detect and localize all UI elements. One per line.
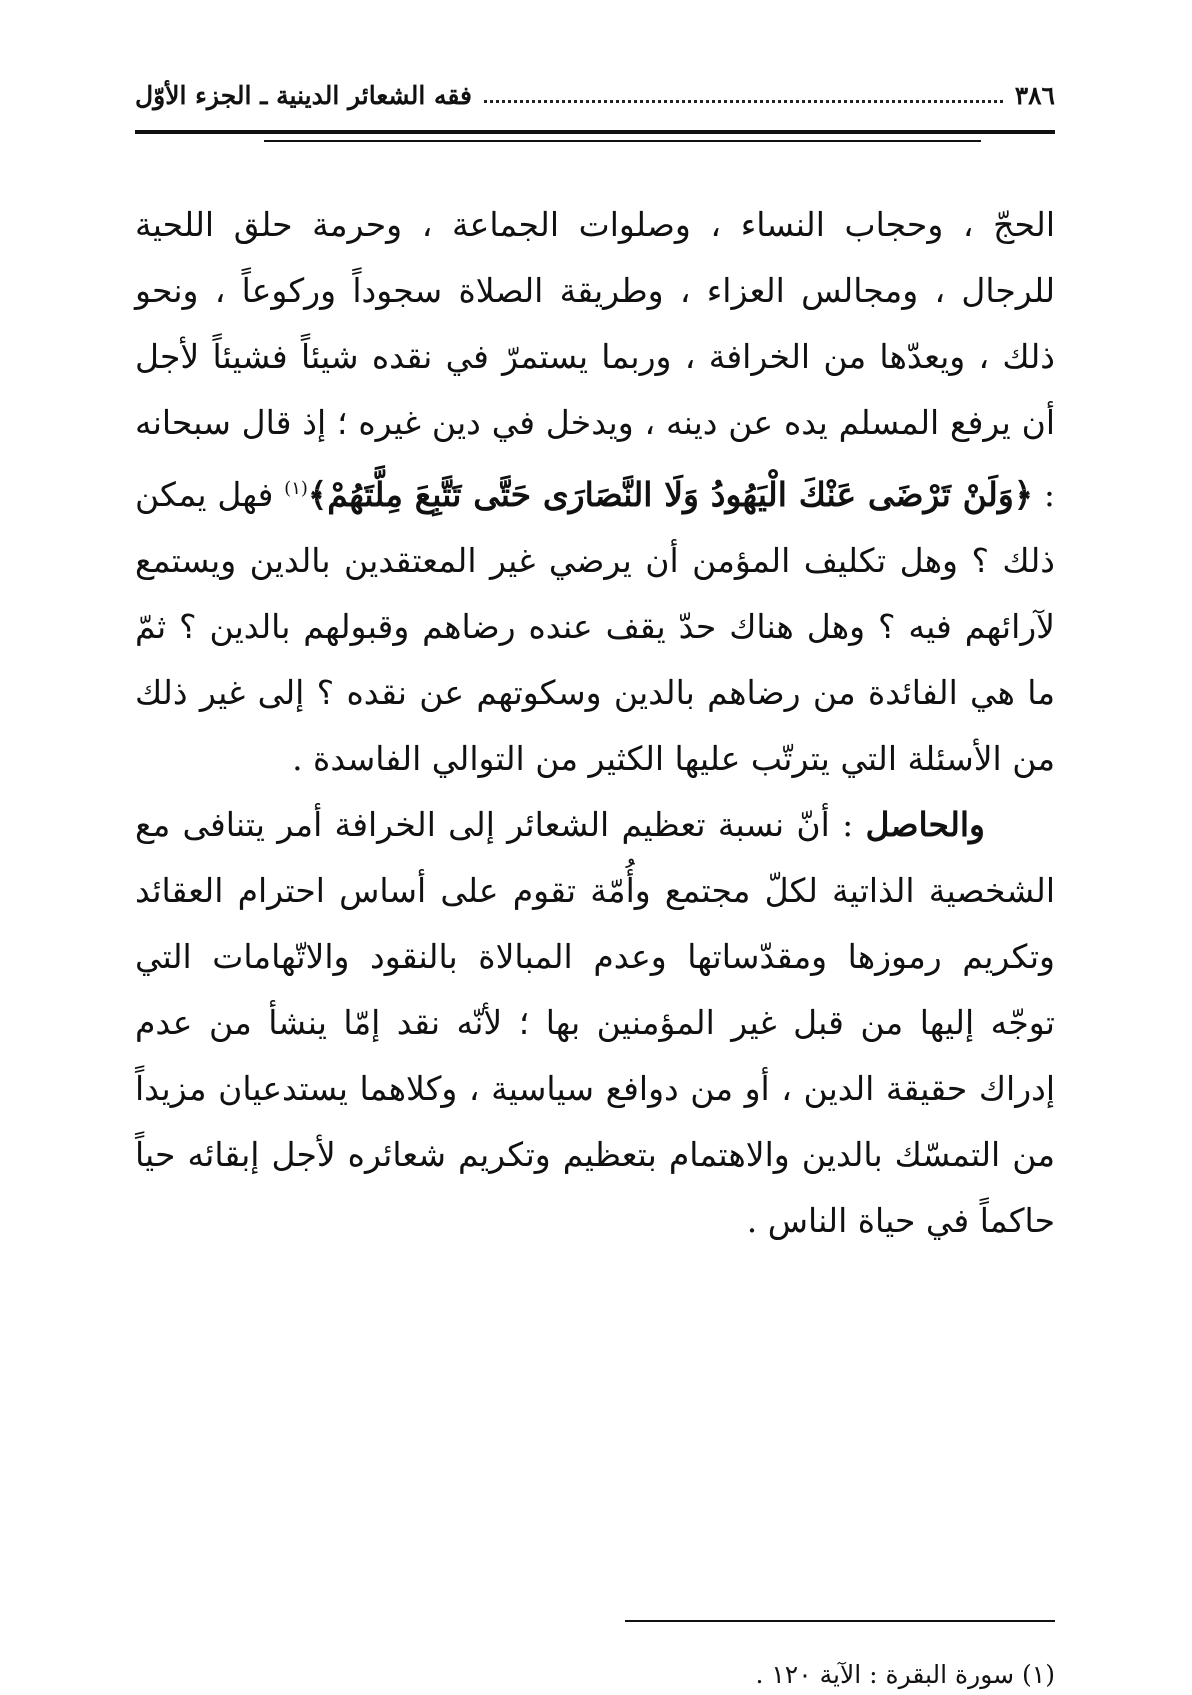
paragraph-2-text: : أنّ نسبة تعظيم الشعائر إلى الخرافة أمر يتنافى مع الشخصية الذاتية لكلّ مجتمع وأُمّة تقوم على أساس احترام العقائد وتكريم رموزها ومقدّساتها وعدم المبالاة بالنقود والاتّهامات التي توجّه إليها من قبل غير المؤمنين بها ؛ لأنّه نقد إمّا ينشأ من عدم إدراك حقيقة الدين ، أو من دوافع سياسية ، وكلاهما يستدعيان مزيداً من التمسّك بالدين والاهتمام بتعظيم وتكريم شعائره لأجل إبقائه حياً حاكماً في حياة الناس . [135, 805, 1055, 1240]
header-rule-thick [135, 130, 1055, 134]
paragraph-1-part-1: الحجّ ، وحجاب النساء ، وصلوات الجماعة ، وحرمة حلق اللحية للرجال ، ومجالس العزاء ، وطريقة الصلاة سجوداً وركوعاً ، ونحو ذلك ، ويعدّها من الخرافة ، وربما يستمرّ في نقده شيئاً فشيئاً لأجل أن يرفع المسلم يده عن دينه ، ويدخل في دين غيره ؛ إذ قال سبحانه : [135, 205, 1055, 514]
footnote-rule [625, 1620, 1055, 1622]
page-number: ٣٨٦ [1014, 80, 1055, 110]
footnote-marker: (١) [284, 478, 308, 499]
paragraph-1-part-2: فهل يمكن ذلك ؟ وهل تكليف المؤمن أن يرضي غير المعتقدين بالدين ويستمع لآرائهم فيه ؟ وهل هناك حدّ يقف عنده رضاهم وقبولهم بالدين ؟ ثمّ ما هي الفائدة من رضاهم بالدين وسكوتهم عن نقده ؟ إلى غير ذلك من الأسئلة التي يترتّب عليها الكثير من التوالي الفاسدة . [135, 475, 1055, 778]
running-title: فقه الشعائر الدينية ـ الجزء الأوّل [135, 80, 472, 110]
paragraph-2-lead: والحاصل [865, 805, 985, 844]
book-page [135, 70, 1055, 1689]
quran-verse: ﴿وَلَنْ تَرْضَى عَنْكَ الْيَهُودُ وَلَا النَّصَارَى حَتَّى تَتَّبِعَ مِلَّتَهُمْ﴾ [307, 475, 1034, 514]
paragraph-1 [135, 192, 1055, 792]
header-rule-thin [264, 140, 982, 142]
body-text [135, 192, 1055, 1254]
footnote-1: (١) سورة البقرة : الآية ١٢٠ . [755, 1660, 1055, 1689]
header-dot-leader [484, 100, 1003, 103]
paragraph-2 [135, 792, 1055, 1254]
page-header [135, 70, 1055, 120]
